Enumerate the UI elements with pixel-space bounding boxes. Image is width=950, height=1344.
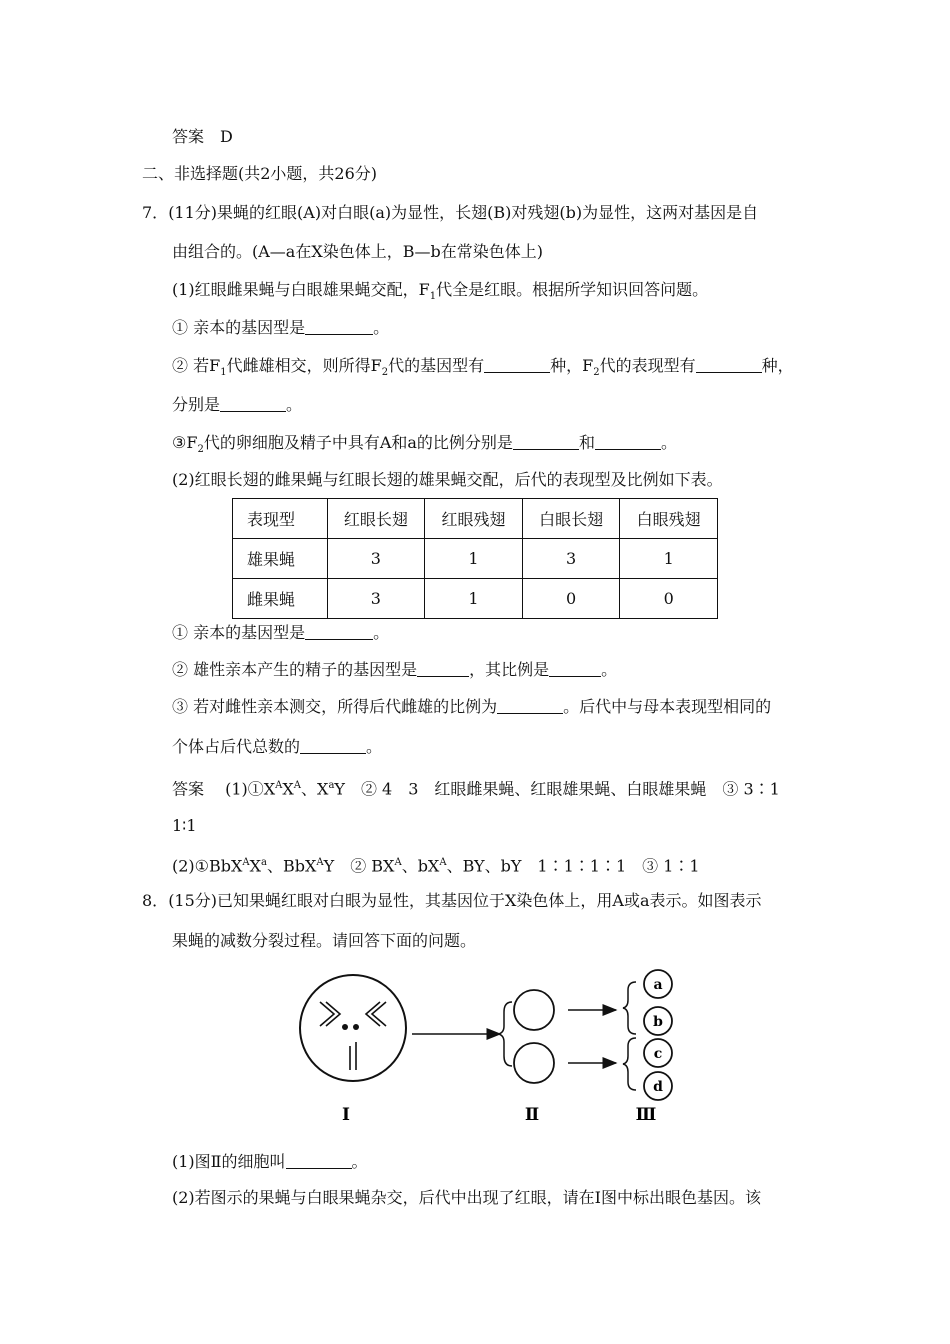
brace-icon: [623, 1038, 636, 1090]
cell-stage-2: [514, 990, 554, 1030]
question-text: 种，F: [550, 356, 594, 375]
punctuation: 。: [601, 660, 618, 679]
subscript: 2: [381, 367, 389, 379]
superscript: A: [293, 780, 302, 791]
answer-text: 、BY、bY 1∶1∶1∶1 ③ 1∶1: [446, 856, 700, 876]
table-row: [233, 539, 718, 579]
prev-answer-label: 答案: [172, 127, 205, 146]
phenotype-table: [232, 498, 718, 619]
answer-text: (2)①BbX: [172, 856, 243, 876]
prev-answer: [172, 126, 233, 148]
superscript: A: [275, 780, 283, 791]
q7-part1-intro: [172, 279, 708, 308]
question-text: ① 亲本的基因型是: [172, 623, 306, 642]
table-header-cell: 表现型: [233, 499, 328, 539]
table-cell: 1: [425, 539, 523, 579]
q7-part1-q2: [172, 355, 794, 384]
cell-stage-2: [514, 1043, 554, 1083]
punctuation: 。: [286, 395, 303, 414]
q7-part2-q3: [172, 696, 771, 718]
answer-blank[interactable]: [513, 433, 579, 450]
table-cell: 3: [522, 539, 620, 579]
question-text: 代的基因型有: [388, 356, 485, 375]
answer-text: (1)①X: [225, 779, 276, 799]
answer-text: X: [282, 779, 294, 799]
superscript: A: [439, 857, 447, 868]
q8-number: 8．: [142, 891, 169, 910]
q7-part1-q1: [172, 317, 389, 339]
q7-part2-q1: [172, 622, 389, 644]
question-text: ③ 若对雌性亲本测交，所得后代雌雄的比例为: [172, 697, 498, 716]
centromere-dot: [342, 1024, 348, 1030]
superscript: a: [261, 857, 267, 868]
punctuation: 。: [366, 737, 383, 756]
table-row: [233, 579, 718, 619]
q7-part1-intro-text-cont: 代全是红眼。根据所学知识回答问题。: [436, 280, 709, 299]
table-header-cell: 白眼长翅: [522, 499, 620, 539]
answer-blank[interactable]: [286, 1152, 352, 1169]
question-text: 和: [578, 433, 595, 452]
cell-stage-1: [300, 975, 406, 1081]
superscript: A: [316, 857, 324, 868]
subscript: 1: [429, 291, 437, 303]
question-text: ① 亲本的基因型是: [172, 318, 306, 337]
stage-label: Ⅱ: [524, 1105, 540, 1125]
answer-blank[interactable]: [305, 318, 373, 335]
answer-blank[interactable]: [305, 623, 373, 640]
answer-label: 答案: [172, 779, 205, 799]
q7-part1-intro-text: (1)红眼雌果蝇与白眼雄果蝇交配，F: [172, 280, 430, 299]
subscript: 1: [220, 367, 227, 379]
table-cell: 1: [425, 579, 523, 619]
question-text: 种，: [761, 356, 794, 375]
answer-blank[interactable]: [484, 356, 550, 373]
answer-blank[interactable]: [696, 356, 762, 373]
subscript: 2: [197, 444, 204, 456]
stage-label: Ⅰ: [342, 1105, 350, 1125]
answer-text: 、X: [301, 779, 329, 799]
stage-label: Ⅲ: [635, 1105, 657, 1125]
question-text: ② 雄性亲本产生的精子的基因型是: [172, 660, 418, 679]
subscript: 2: [593, 367, 600, 379]
table-cell: 0: [620, 579, 718, 619]
superscript: A: [394, 857, 402, 868]
answer-blank[interactable]: [417, 660, 469, 677]
punctuation: 。: [660, 433, 677, 452]
q8-stem-text1: (15分)已知果蝇红眼对白眼为显性，其基因位于X染色体上，用A或a表示。如图表示: [168, 891, 762, 910]
question-text: 代雌雄相交，则所得F: [226, 356, 382, 375]
answer-text: Y ② 4 3 红眼雌果蝇、红眼雄果蝇、白眼雄果蝇 ③ 3∶1: [334, 779, 780, 799]
question-text: 分别是: [172, 395, 221, 414]
cell-label: b: [653, 1014, 663, 1030]
q8-stem-line2: 果蝇的减数分裂过程。请回答下面的问题。: [172, 931, 477, 950]
q7-answer-line2: 1∶1: [172, 816, 197, 835]
q7-answer-line1: [172, 775, 780, 800]
table-header-cell: 红眼长翅: [327, 499, 425, 539]
question-text: 。后代中与母本表现型相同的: [563, 697, 772, 716]
answer-text: 、BbX: [267, 856, 317, 876]
question-text: ，其比例是: [469, 660, 550, 679]
q7-part1-q3: [172, 432, 677, 461]
brace-icon: [623, 982, 636, 1034]
q7-stem-line1: [142, 202, 758, 224]
table-row-label: 雄果蝇: [233, 539, 328, 579]
q7-part1-q2-cont: [172, 394, 302, 416]
question-text: 代的卵细胞及精子中具有A和a的比例分别是: [203, 433, 513, 452]
q7-stem-line2: 由组合的。(A—a在X染色体上，B—b在常染色体上): [172, 242, 543, 261]
punctuation: 。: [351, 1152, 368, 1171]
answer-blank[interactable]: [300, 737, 366, 754]
chromosome-glyphs: [320, 1002, 386, 1070]
table-row-label: 雌果蝇: [233, 579, 328, 619]
q8-stem-line1: [142, 890, 762, 912]
q7-part2-intro: (2)红眼长翅的雌果蝇与红眼长翅的雄果蝇交配，后代的表现型及比例如下表。: [172, 470, 723, 489]
q7-part2-q2: [172, 659, 617, 681]
question-text: 个体占后代总数的: [172, 737, 301, 756]
answer-blank[interactable]: [497, 697, 563, 714]
brace-icon: [498, 1002, 512, 1066]
q7-part2-q3-cont: [172, 736, 382, 758]
answer-text: Y ② BX: [323, 856, 395, 876]
answer-text: 、bX: [401, 856, 440, 876]
meiosis-figure: [290, 960, 690, 1130]
punctuation: 。: [373, 623, 390, 642]
centromere-dot: [353, 1024, 359, 1030]
table-header-row: [233, 499, 718, 539]
answer-text: X: [249, 856, 262, 876]
table-cell: 1: [620, 539, 718, 579]
answer-blank[interactable]: [549, 660, 601, 677]
q7-answer-line3: [172, 852, 700, 877]
superscript: A: [242, 857, 250, 868]
answer-blank[interactable]: [220, 395, 286, 412]
question-text: ② 若F: [172, 356, 221, 375]
question-text: (1)图Ⅱ的细胞叫: [172, 1152, 286, 1171]
table-cell: 3: [327, 539, 425, 579]
answer-blank[interactable]: [595, 433, 661, 450]
question-text: ③F: [172, 433, 198, 452]
table-cell: 0: [522, 579, 620, 619]
q7-stem-text1: (11分)果蝇的红眼(A)对白眼(a)为显性，长翅(B)对残翅(b)为显性，这两对基因是自: [168, 203, 759, 222]
q8-part2: (2)若图示的果蝇与白眼果蝇杂交，后代中出现了红眼，请在Ⅰ图中标出眼色基因。该: [172, 1188, 761, 1207]
section-title: 二、非选择题(共2小题，共26分): [142, 164, 378, 183]
table-cell: 3: [327, 579, 425, 619]
prev-answer-value: D: [220, 127, 233, 146]
table-header-cell: 红眼残翅: [425, 499, 523, 539]
cell-label: d: [653, 1079, 663, 1095]
q8-part1: [172, 1151, 368, 1173]
punctuation: 。: [373, 318, 390, 337]
cell-label: a: [653, 977, 663, 993]
cell-label: c: [653, 1046, 663, 1062]
superscript: a: [328, 780, 335, 791]
question-text: 代的表现型有: [599, 356, 696, 375]
table-header-cell: 白眼残翅: [620, 499, 718, 539]
q7-number: 7．: [142, 203, 169, 222]
